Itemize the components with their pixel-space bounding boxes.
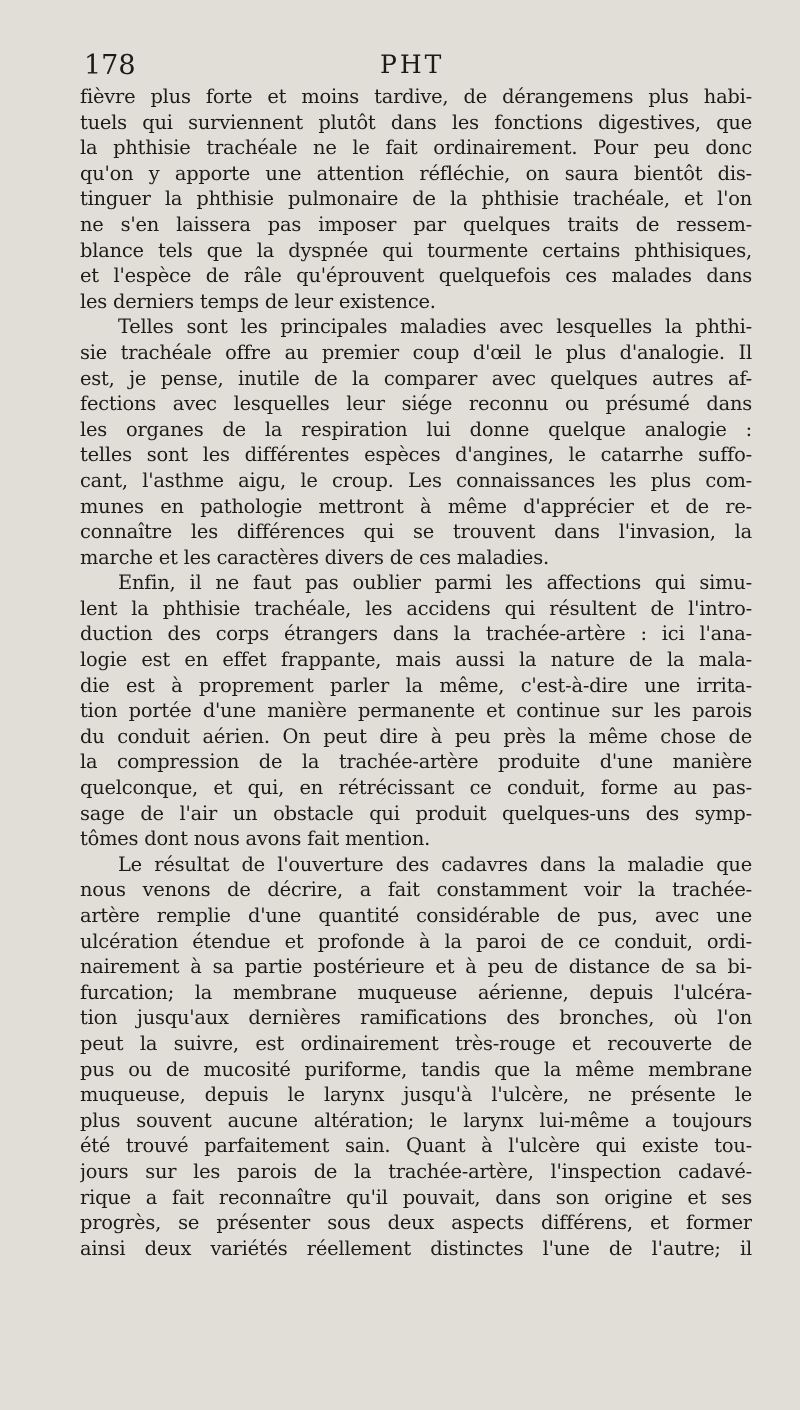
text-line: est, je pense, inutile de la comparer avec quelques autres af-	[80, 366, 752, 390]
text-line: tuels qui surviennent plutôt dans les fonctions digestives, que	[80, 110, 752, 134]
text-line-paragraph-start: Telles sont les principales maladies avec lesquelles la phthi-	[118, 315, 752, 339]
text-line-paragraph-start: Le résultat de l'ouverture des cadavres dans la maladie que	[118, 852, 752, 876]
text-line: sie trachéale offre au premier coup d'œil le plus d'analogie. Il	[80, 340, 752, 364]
text-line: jours sur les parois de la trachée-artère, l'inspection cadavé-	[80, 1159, 752, 1183]
text-line: ulcération étendue et profonde à la paroi de ce conduit, ordi-	[80, 929, 752, 953]
text-line: ainsi deux variétés réellement distinctes l'une de l'autre; il	[80, 1236, 752, 1260]
text-line: die est à proprement parler la même, c'est-à-dire une irrita-	[80, 673, 752, 697]
text-line: munes en pathologie mettront à même d'apprécier et de re-	[80, 494, 752, 518]
text-line: les organes de la respiration lui donne quelque analogie :	[80, 417, 752, 441]
text-line: blance tels que la dyspnée qui tourmente certains phthisiques,	[80, 238, 752, 262]
text-line: tinguer la phthisie pulmonaire de la phthisie trachéale, et l'on	[80, 187, 752, 211]
text-line: du conduit aérien. On peut dire à peu près la même chose de	[80, 724, 752, 748]
text-line-paragraph-end: marche et les caractères divers de ces maladies.	[80, 545, 549, 569]
text-line: lent la phthisie trachéale, les accidens qui résultent de l'intro-	[80, 596, 752, 620]
text-line: nairement à sa partie postérieure et à peu de distance de sa bi-	[80, 955, 752, 979]
text-line-paragraph-end: les derniers temps de leur existence.	[80, 289, 436, 313]
text-line: ne s'en laissera pas imposer par quelques traits de ressem-	[80, 212, 752, 236]
text-line: rique a fait reconnaître qu'il pouvait, dans son origine et ses	[80, 1185, 752, 1209]
text-line: connaître les différences qui se trouvent dans l'invasion, la	[80, 520, 752, 544]
text-line: telles sont les différentes espèces d'angines, le catarrhe suffo-	[80, 443, 752, 467]
text-line: et l'espèce de râle qu'éprouvent quelquefois ces malades dans	[80, 264, 752, 288]
text-line: tion portée d'une manière permanente et continue sur les parois	[80, 699, 752, 723]
text-line: plus souvent aucune altération; le larynx lui-même a toujours	[80, 1108, 752, 1132]
text-line: duction des corps étrangers dans la trachée-artère : ici l'ana-	[80, 622, 752, 646]
text-line: été trouvé parfaitement sain. Quant à l'ulcère qui existe tou-	[80, 1134, 752, 1158]
page-number: 178	[84, 50, 136, 81]
text-line: la compression de la trachée-artère produite d'une manière	[80, 750, 752, 774]
text-line: sage de l'air un obstacle qui produit quelques-uns des symp-	[80, 801, 752, 825]
text-line: furcation; la membrane muqueuse aérienne, depuis l'ulcéra-	[80, 980, 752, 1004]
text-line: peut la suivre, est ordinairement très-rouge et recouverte de	[80, 1031, 752, 1055]
running-head: PHT	[380, 50, 445, 79]
text-line-paragraph-end: tômes dont nous avons fait mention.	[80, 827, 431, 851]
text-line-paragraph-start: Enfin, il ne faut pas oublier parmi les affections qui simu-	[118, 571, 752, 595]
text-line: fections avec lesquelles leur siége reconnu ou présumé dans	[80, 392, 752, 416]
text-line: fièvre plus forte et moins tardive, de dérangemens plus habi-	[80, 85, 752, 108]
text-line: progrès, se présenter sous deux aspects différens, et former	[80, 1211, 752, 1235]
text-line: logie est en effet frappante, mais aussi la nature de la mala-	[80, 648, 752, 672]
text-line: pus ou de mucosité puriforme, tandis que la même membrane	[80, 1057, 752, 1081]
body-text	[80, 84, 752, 1261]
page-header	[80, 48, 752, 88]
text-line: artère remplie d'une quantité considérable de pus, avec une	[80, 904, 752, 927]
text-line: qu'on y apporte une attention réfléchie, on saura bientôt dis-	[80, 161, 752, 185]
text-line: la phthisie trachéale ne le fait ordinairement. Pour peu donc	[80, 136, 752, 160]
text-line: muqueuse, depuis le larynx jusqu'à l'ulcère, ne présente le	[80, 1083, 752, 1107]
text-line: tion jusqu'aux dernières ramifications des bronches, où l'on	[80, 1006, 752, 1030]
text-line: cant, l'asthme aigu, le croup. Les connaissances les plus com-	[80, 468, 752, 492]
text-line: quelconque, et qui, en rétrécissant ce conduit, forme au pas-	[80, 776, 752, 800]
text-line: nous venons de décrire, a fait constamment voir la trachée-	[80, 878, 752, 902]
